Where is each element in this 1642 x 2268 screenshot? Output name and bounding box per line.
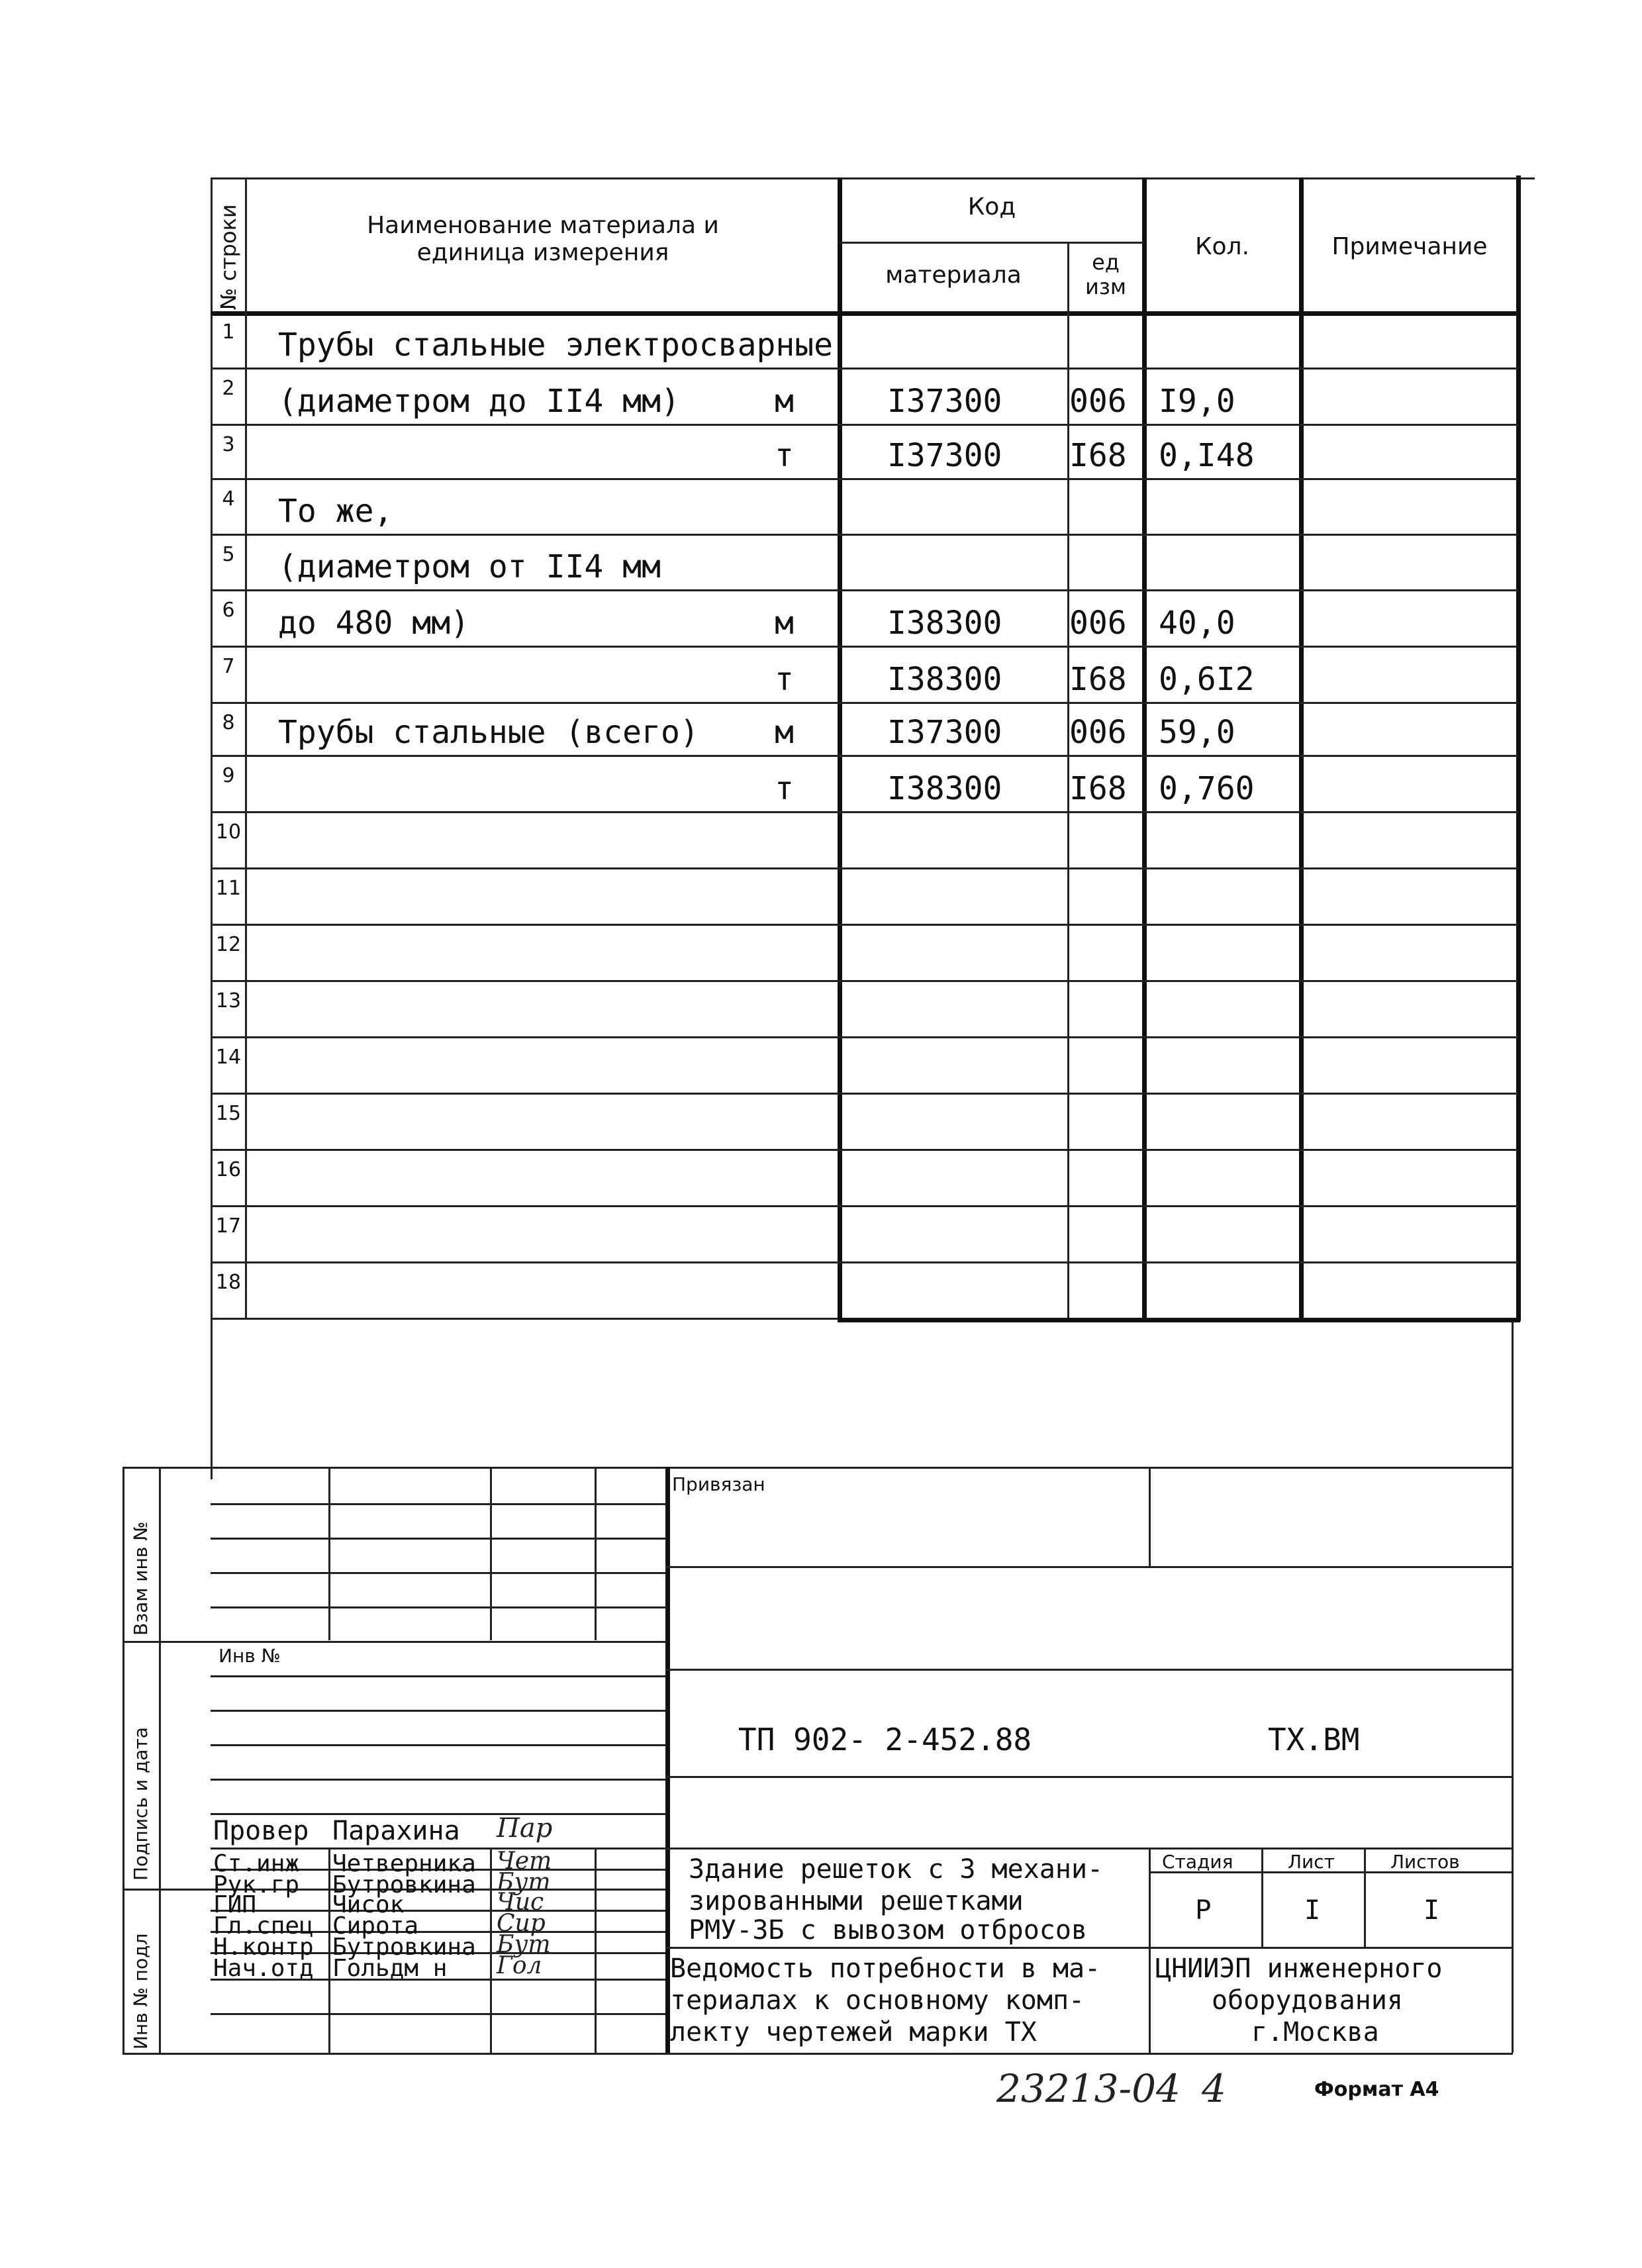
sheet-title-line-1: Ведомость потребности в ма- (670, 1953, 1101, 1984)
quantity: 0,I48 (1159, 437, 1255, 474)
role-label: Провер (213, 1816, 309, 1846)
row-number: 13 (215, 989, 242, 1012)
material-name: (диаметром от II4 мм (278, 548, 661, 585)
material-name: до 480 мм) (278, 605, 469, 642)
row-number: 16 (215, 1158, 242, 1181)
row-number: 11 (215, 877, 242, 900)
sheet-value: I (1304, 1895, 1321, 1926)
row-number: 15 (215, 1102, 242, 1125)
building-line-2: зированными решетками (689, 1886, 1024, 1916)
building-line-1: Здание решеток с 3 механи- (689, 1854, 1104, 1885)
row-number: 10 (215, 820, 242, 844)
signature: Бут (497, 1931, 551, 1958)
person-name: Четверника (332, 1850, 476, 1877)
row-number: 17 (215, 1214, 242, 1238)
material-code: I38300 (887, 661, 1002, 698)
note-header: Примечание (1331, 233, 1488, 260)
material-code: I37300 (887, 383, 1002, 420)
sheet-label: Лист (1288, 1851, 1335, 1873)
row-number: 5 (222, 543, 235, 566)
stage-value: Р (1195, 1895, 1212, 1926)
inv-no-label: Инв № (218, 1645, 281, 1667)
sheets-label: Листов (1390, 1851, 1460, 1873)
unit-of-measure: т (775, 437, 794, 474)
quantity: 40,0 (1159, 605, 1235, 642)
unit-of-measure: м (775, 605, 794, 642)
unit-code: I68 (1069, 770, 1127, 807)
quantity: 0,760 (1159, 770, 1255, 807)
material-name: Трубы стальные (всего) (278, 714, 699, 751)
person-name: Сирота (332, 1912, 419, 1940)
privyazan-label: Привязан (672, 1473, 765, 1495)
sheet-title-line-3: лекту чертежей марки ТХ (670, 2017, 1037, 2047)
row-number: 3 (222, 433, 235, 456)
row-number: 1 (222, 320, 235, 344)
unit-code: 006 (1069, 714, 1127, 751)
person-name: Чисок (332, 1891, 405, 1918)
unit-of-measure: т (775, 770, 794, 807)
qty-header: Кол. (1194, 233, 1250, 260)
role-label: Рук.гр (213, 1871, 300, 1898)
quantity: 0,6I2 (1159, 661, 1255, 698)
signature: Бут (497, 1869, 551, 1896)
org-line-3: г.Москва (1251, 2017, 1379, 2047)
material-code: I38300 (887, 770, 1002, 807)
row-number: 12 (215, 933, 242, 956)
inv-podl-label: Инв № подл (130, 1933, 152, 2049)
material-name: Трубы стальные электросварные (278, 326, 834, 364)
unit-code: I68 (1069, 437, 1127, 474)
stage-label: Стадия (1162, 1851, 1233, 1873)
archive-number: 23213-04 (996, 2066, 1181, 2111)
role-label: Гл.спец (213, 1912, 314, 1940)
person-name: Бутровкина (332, 1934, 476, 1961)
row-number: 8 (222, 711, 235, 734)
sheet-title-line-2: териалах к основному комп- (670, 1985, 1085, 2016)
code-header: Код (967, 193, 1016, 221)
person-name: Парахина (332, 1816, 460, 1846)
page-number: 4 (1202, 2066, 1226, 2111)
unit-code: I68 (1069, 661, 1127, 698)
role-label: Н.контр (213, 1934, 314, 1961)
signature: Пар (497, 1813, 553, 1844)
material-code: I37300 (887, 437, 1002, 474)
row-number: 14 (215, 1046, 242, 1069)
row-number: 2 (222, 377, 235, 400)
format-label: Формат А4 (1314, 2078, 1439, 2101)
row-no-header: № строки (216, 204, 241, 310)
signature: Гол (497, 1952, 542, 1979)
podpis-data-label: Подпись и дата (130, 1727, 152, 1881)
unit-of-measure: м (775, 714, 794, 751)
row-number: 6 (222, 599, 235, 622)
role-label: Ст.инж (213, 1850, 300, 1877)
signature: Чет (497, 1848, 552, 1875)
doc-code: ТП 902- 2-452.88 (738, 1722, 1032, 1757)
signature: Чис (497, 1889, 544, 1916)
material-name: То же, (278, 493, 393, 530)
unit-code: 006 (1069, 605, 1127, 642)
row-number: 18 (215, 1271, 242, 1294)
name-header: Наименование материала и единица измерения (367, 212, 719, 267)
person-name: Гольдм н (332, 1955, 448, 1982)
unit-of-measure: т (775, 661, 794, 698)
row-number: 9 (222, 764, 235, 787)
doc-mark: ТХ.ВМ (1268, 1722, 1360, 1757)
row-number: 4 (222, 487, 235, 511)
row-number: 7 (222, 655, 235, 678)
quantity: I9,0 (1159, 383, 1235, 420)
material-code-header: материала (885, 262, 1022, 289)
material-name: (диаметром до II4 мм) (278, 383, 680, 420)
quantity: 59,0 (1159, 714, 1235, 751)
unit-code-header: ед изм (1085, 250, 1126, 299)
role-label: Нач.отд (213, 1955, 314, 1982)
building-line-3: РМУ-3Б с вывозом отбросов (689, 1915, 1088, 1946)
material-code: I37300 (887, 714, 1002, 751)
unit-code: 006 (1069, 383, 1127, 420)
org-line-1: ЦНИИЭП инженерного (1155, 1953, 1443, 1984)
unit-of-measure: м (775, 383, 794, 420)
org-line-2: оборудования (1212, 1985, 1403, 2016)
sheets-value: I (1424, 1895, 1440, 1926)
role-label: ГИП (213, 1891, 257, 1918)
signature: Сир (497, 1910, 546, 1937)
vzam-inv-label: Взам инв № (130, 1521, 152, 1636)
person-name: Бутровкина (332, 1871, 476, 1898)
material-code: I38300 (887, 605, 1002, 642)
